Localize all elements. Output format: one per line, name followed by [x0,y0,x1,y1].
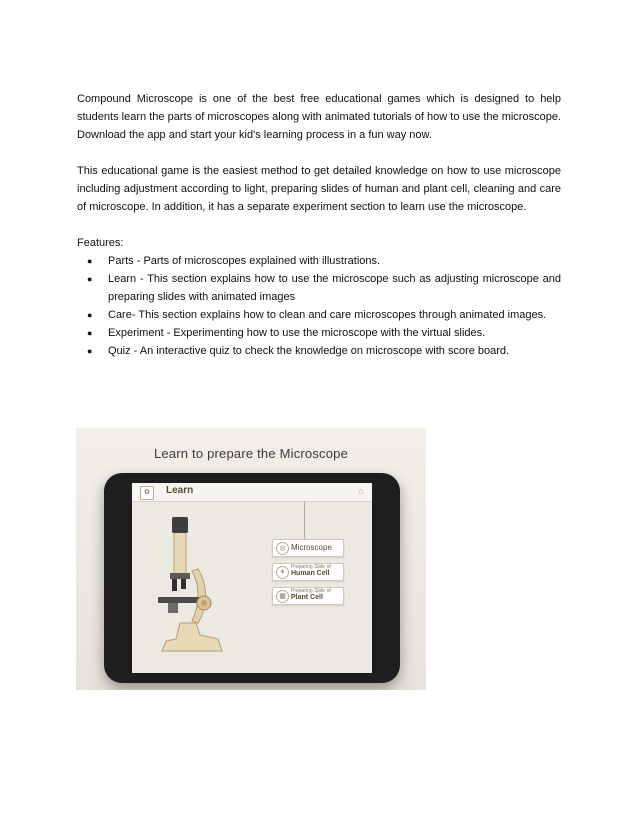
menu-button-human-cell[interactable] [272,563,344,581]
feature-item-experiment: ● Experiment - Experimenting how to use the microscope with the virtual slides. [77,324,561,342]
menu-button-microscope[interactable] [272,539,344,557]
tablet-screen [132,483,372,673]
home-icon[interactable]: ⌂ [358,486,364,496]
document-body [77,90,561,360]
tablet-frame [104,473,400,683]
features-list [77,252,561,360]
menu-button-plant-cell-label: Plant Cell [291,594,323,601]
microscope-illustration [152,511,242,661]
app-promo-image [76,428,426,690]
microscope-icon: ◎ [276,542,289,555]
app-logo-icon: ✿ [140,486,154,500]
promo-title: Learn to prepare the Microscope [153,446,349,461]
menu-button-plant-cell[interactable] [272,587,344,605]
feature-item-care: ● Care- This section explains how to clean and care microscopes through animated images. [77,306,561,324]
details-paragraph: This educational game is the easiest method to get detailed knowledge on how to use microscope including adjustment according to light, preparing slides of human and plant cell, cleaning and care of microscope. In addition, it has a separate experiment section to learn use the microscope. [77,165,561,213]
features-heading: Features: [77,237,124,249]
feature-item-learn: ● Learn - This section explains how to use the microscope such as adjusting microscope and preparing slides with animated images [77,270,561,306]
feature-item-parts: ● Parts - Parts of microscopes explained with illustrations. [77,252,561,270]
human-cell-icon: ✶ [276,566,289,579]
menu-button-human-cell-caption: Preparing Slide of [291,564,331,570]
menu-button-human-cell-label: Human Cell [291,570,330,577]
menu-connector-line [304,501,305,539]
screen-header [132,483,372,502]
menu-button-microscope-label: Microscope [291,543,332,552]
feature-item-quiz: ● Quiz - An interactive quiz to check the knowledge on microscope with score board. [77,342,561,360]
intro-paragraph: Compound Microscope is one of the best free educational games which is designed to help students learn the parts of microscopes along with animated tutorials of how to use the microscope. Download the app and start your kid's learning process in a fun way now. [77,93,561,141]
screen-header-title: Learn [166,485,194,496]
plant-cell-icon: ▦ [276,590,289,603]
menu-button-plant-cell-caption: Preparing Slide of [291,588,331,594]
